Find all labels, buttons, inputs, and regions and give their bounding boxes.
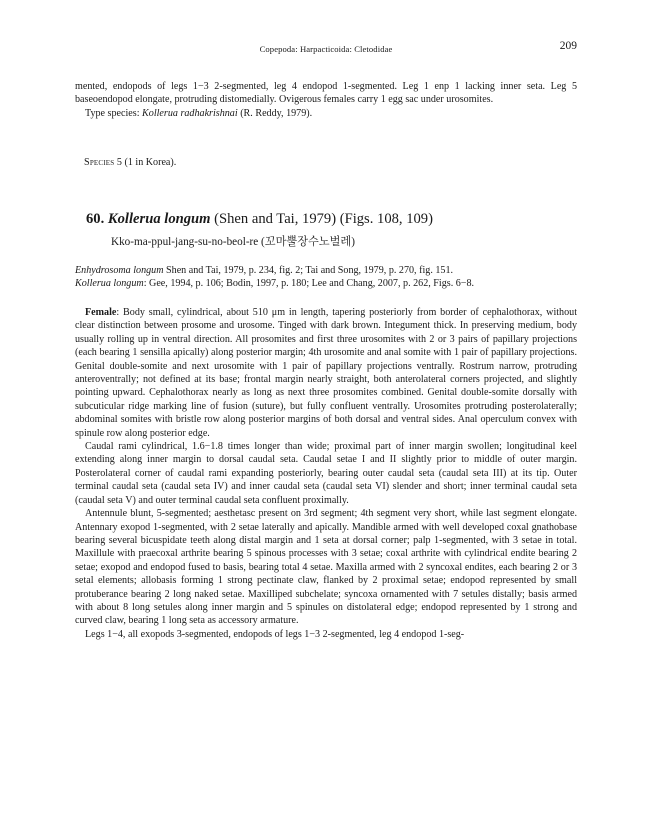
species-count: 5 (1 in Korea). <box>114 157 177 168</box>
species-count-line <box>84 157 176 168</box>
type-species-author: (R. Reddy, 1979). <box>237 107 313 119</box>
type-species-line <box>75 107 577 120</box>
legs-paragraph: Legs 1−4, all exopods 3-segmented, endopods of legs 1−3 2-segmented, leg 4 endopod 1-seg- <box>85 628 465 640</box>
running-header: Copepoda: Harpacticoida: Cletodidae <box>259 44 393 54</box>
female-paragraph <box>75 306 577 440</box>
species-authority: (Shen and Tai, 1979) (Figs. 108, 109) <box>210 211 433 227</box>
synonym-name: Enhydrosoma longum <box>75 265 164 276</box>
synonymy <box>75 264 577 291</box>
synonym-entry <box>75 277 577 290</box>
type-species-name: Kollerua radhakrishnai <box>142 107 238 119</box>
synonym-citation: Shen and Tai, 1979, p. 234, fig. 2; Tai and Song, 1979, p. 270, fig. 151. <box>163 265 454 276</box>
female-text: : Body small, cylindrical, about 510 μm in length, tapering posteriorly from border of cephalothorax, without clear distinction between prosome and urosome. Tinged with dark brown. Integument thick. In preserving medium, body usually rolling up in ventral direction. All prosomites and first three urosomites with 2 or 3 pairs of papillary projections (each bearing 1 sensilla apically) along posterior margin; 4th urosomite and anal somite with 1 pair of papillary projections. Genital double-somite and next urosomite with 1 pair of papillary projections ventrally. Rostrum narrow, protruding anteroventrally; not defined at its base; frontal margin nearly straight, both anterolateral corners projected, and slightly pointing upward. Cephalothorax nearly as long as next three prosomites combined. Genital double-somite dorsally with subcuticular ridge marking line of fusion (suture), but fully confluent ventrally. Urosomites protruding posterolaterally; abdominal somites with bristle row along posterior margins of both dorsal and ventral sides. Anal operculum convex with spinule row along posterior edge. <box>75 307 577 439</box>
species-number: 60. <box>86 211 105 227</box>
description <box>75 306 577 641</box>
female-label: Female <box>85 307 117 318</box>
type-species-label: Type species: <box>85 107 140 119</box>
caudal-paragraph: Caudal rami cylindrical, 1.6−1.8 times longer than wide; proximal part of inner margin swollen; longitudinal keel extending along inner margin to dorsal caudal seta. Caudal setae I and II slightly prior to middle of outer margin. Posterolateral corner of caudal rami expanding posteriorly, bearing outer caudal seta (caudal seta III) at its tip. Outer terminal caudal seta (caudal seta IV) and inner caudal seta (caudal seta VI) slender and short; inner terminal caudal seta (caudal seta V) and outer terminal caudal seta confluent proximally. <box>75 441 577 506</box>
synonym-entry <box>75 264 577 277</box>
korean-name: Kko-ma-ppul-jang-su-no-beol-re (꼬마뿔장수노벌레) <box>111 236 355 248</box>
species-heading <box>86 211 433 228</box>
species-label: Species <box>84 157 115 168</box>
synonym-citation: : Gee, 1994, p. 106; Bodin, 1997, p. 180; Lee and Chang, 2007, p. 262, Figs. 6−8. <box>143 278 475 290</box>
page-number: 209 <box>559 40 577 52</box>
antennule-paragraph: Antennule blunt, 5-segmented; aesthetasc present on 3rd segment; 4th segment very short, while last segment elongate. Antennary exopod 1-segmented, with 2 setae laterally and apically. Mandible armed with well developed coxal gnathobase bearing several bicuspidate teeth along distal margin and 1 seta at dorsal corner; palp 1-segmented, with 3 setae in total. Maxillule with praecoxal arthrite bearing 5 spinous processes with 3 setae; coxal arthrite with cylindrical endite bearing 2 setae; exopod and endopod fused to basis, bearing total 4 setae. Maxilla armed with 2 syncoxal endites, each bearing 2 or 3 setal elements; allobasis forming 1 strong pectinate claw, flanked by 2 proximal setae; endopod represented by small protuberance bearing 2 long naked setae. Maxilliped subchelate; syncoxa ornamented with 7 setules distally; basis armed with about 8 long setules along inner margin and 5 spinules on distolateral edge; endopod represented by 1 strong and curved claw, bearing 1 long seta as accessory armature. <box>75 508 577 627</box>
synonym-name: Kollerua longum <box>75 278 144 290</box>
species-name: Kollerua longum <box>107 211 211 227</box>
genus-diagnosis-continuation <box>75 80 577 120</box>
diagnosis-paragraph: mented, endopods of legs 1−3 2-segmented, leg 4 endopod 1-segmented. Leg 1 enp 1 lacking inner seta. Leg 5 baseoendopod elongate, protruding distomedially. Ovigerous females carry 1 egg sac under urosomites. <box>75 81 577 106</box>
